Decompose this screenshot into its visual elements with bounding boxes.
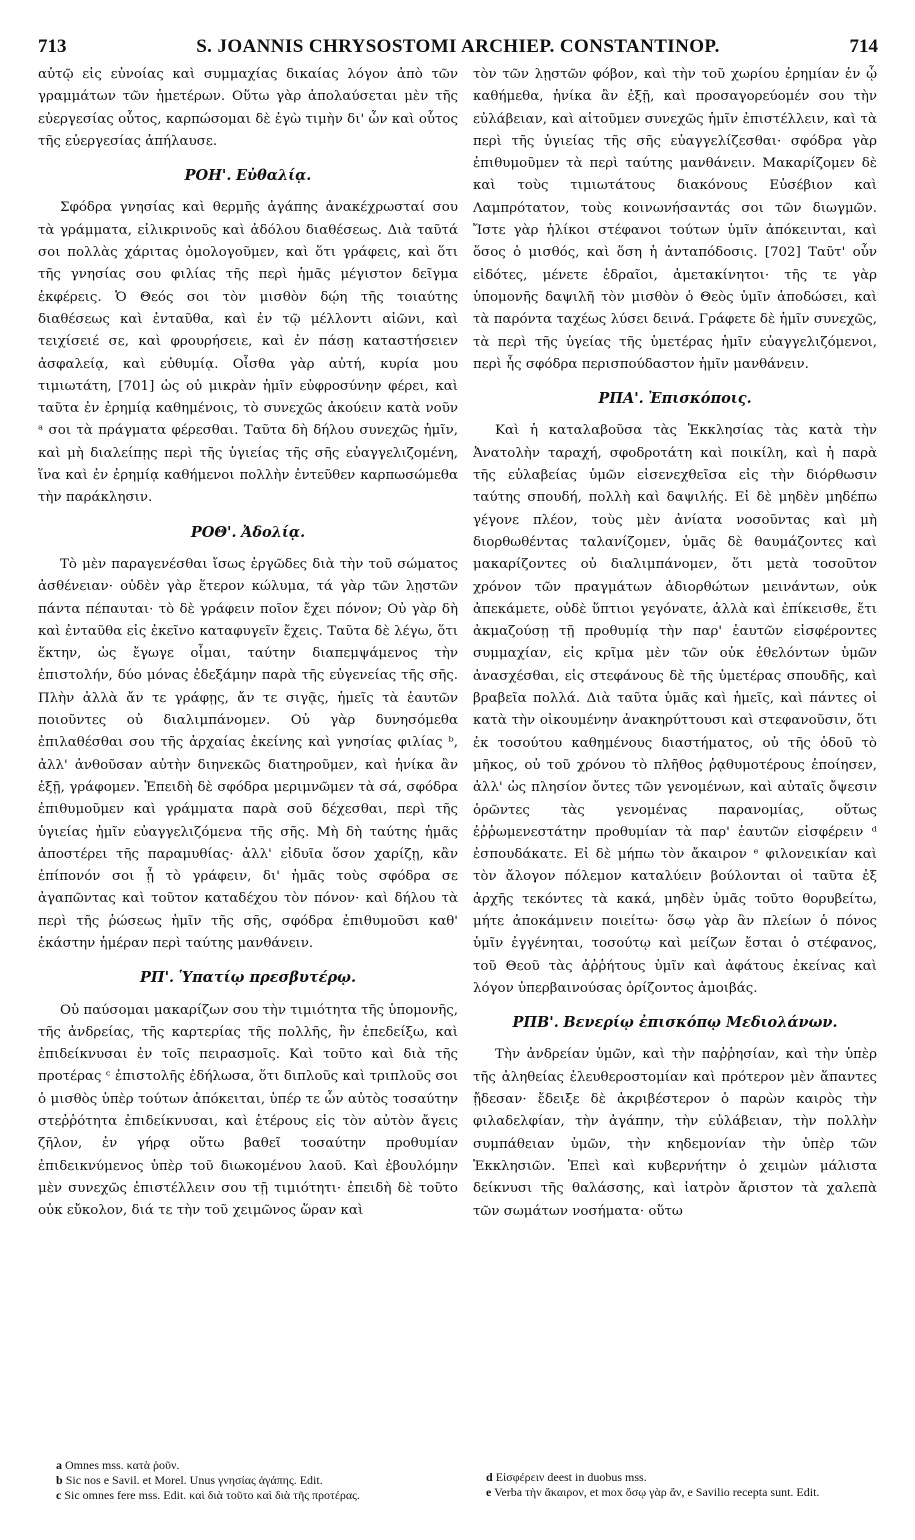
footnote-text: Εἰσφέρειν deest in duobus mss. <box>495 1470 647 1484</box>
footnote-label: e <box>486 1485 492 1499</box>
continued-paragraph: αὐτῷ εἰς εὐνοίας καὶ συμμαχίας δικαίας λόγον ἀπὸ τῶν γραμμάτων τῶν ἡμετέρων. Οὕτω γὰρ ἀπολαύσεται μὲν τῆς εὐεργεσίας οὗτος, καρπώσομαι δὲ ἐγὼ τιμὴν δι' ὧν καὶ οὗτος τῆς εὐεργεσίας ἀπήλαυσε. <box>38 67 458 149</box>
footnotes-left <box>56 1458 458 1503</box>
letter-heading <box>473 388 877 410</box>
footnote-label: a <box>56 1458 62 1472</box>
letter-number: ΡΠΑ'. <box>598 390 644 408</box>
letter-recipient: Ἐπισκόποις. <box>648 390 752 408</box>
letter-number: ΡΟΘ'. <box>190 523 237 541</box>
left-column <box>38 64 458 1223</box>
right-column <box>473 64 877 1223</box>
letter-body: Τὴν ἀνδρείαν ὑμῶν, καὶ τὴν παῤῥησίαν, καὶ τὴν ὑπὲρ τῆς ἀληθείας ἐλευθεροστομίαν καὶ πρότερον μὲν ἅπαντες ᾔδεσαν· ἔδειξε δὲ ἀκριβέστερον ὁ παρὼν καιρὸς τὴν φιλαδελφίαν, τὴν ἀγάπην, τὴν εὐλάβειαν, τὴν πολλὴν συμπάθειαν ὑμῶν, τὴν κηδεμονίαν τὴν ὑπὲρ τῶν Ἐκκλησιῶν. Ἐπεὶ καὶ κυβερνήτην ὁ χειμὼν μάλιστα δείκνυσι τῆς θαλάσσης, καὶ ἰατρὸν ἄριστον τὰ χαλεπὰ τῶν σωμάτων νοσήματα· οὕτω <box>473 1047 877 1219</box>
letter-number: ΡΠΒ'. <box>512 1014 559 1032</box>
footnote-label: d <box>486 1470 493 1484</box>
letter-body: Τὸ μὲν παραγενέσθαι ἴσως ἐργῶδες διὰ τὴν τοῦ σώματος ἀσθένειαν· οὐδὲν γὰρ ἕτερον κώλυμα, τά γὰρ τῶν λῃστῶν πάντα πέπαυται· τὸ δὲ γράφειν ποῖον ἔχει πόνον; Οὐ γὰρ δὴ καὶ ἐνταῦθα εἰς ἐκεῖνο καταφυγεῖν ἔχεις. Ταῦτα δὲ λέγω, ὅτι ἕκτην, ὡς ἔγωγε οἶμαι, ταύτην διαπεμψάμενος τὴν ἐπιστολήν, δύο μόνας ἐδεξάμην παρὰ τῆς εὐγενείας τῆς σῆς. Πλὴν ἀλλὰ ἄν τε γράφῃς, ἄν τε σιγᾷς, ἡμεῖς τὰ ἑαυτῶν ποιοῦντες οὐ διαλιμπάνομεν. Οὐ γὰρ δυνησόμεθα ἐπιλαθέσθαι σου τῆς ἀρχαίας ἐκείνης καὶ γνησίας φιλίας ᵇ, ἀλλ' ἀνθοῦσαν αὐτὴν διηνεκῶς διατηροῦμεν, καὶ ἡνίκα ἂν ἐξῇ, γράφομεν. Ἐπειδὴ δὲ σφόδρα μεριμνῶμεν τὰ σά, σφόδρα ἐπιθυμοῦμεν καὶ γράμματα παρὰ σοῦ δέχεσθαι, περὶ τῆς ὑγιείας ἡμῖν εὐαγγελιζόμενα τῆς σῆς. Μὴ δὴ ταύτης ἡμᾶς ἀποστέρει τῆς παραμυθίας· ἀλλ' εἰδυῖα ὅσον χαρίζῃ, κἂν ἐπίπονόν σοι ᾖ τὸ γράφειν, δι' ἡμᾶς τοὺς σφόδρα σε ἀγαπῶντας καὶ τοῦτον καταδέχου τὸν πόνον· καὶ δήλου τὰ περὶ τῆς ῥώσεως ἡμῖν τῆς σῆς, σφόδρα ἐπιθυμοῦσι καθ' ἑκάστην ἡμέραν περὶ ταύτης μανθάνειν. <box>38 556 458 951</box>
footnote <box>56 1458 458 1473</box>
page-number-right: 714 <box>849 36 878 57</box>
continued-paragraph: τὸν τῶν λῃστῶν φόβον, καὶ τὴν τοῦ χωρίου ἐρημίαν ἐν ᾧ καθήμεθα, ἡνίκα ἂν ἐξῇ, καὶ προσαγορεύομέν σου τὴν εὐλάβειαν, καὶ αἰτοῦμεν συνεχῶς ἡμῖν ἐπιστέλλειν, καὶ τὰ περὶ τῆς ὑγιείας τῆς σῆς εὐαγγελίζεσθαι· σφόδρα γὰρ ἐπιθυμοῦμεν τὰ περὶ ταύτης μανθάνειν. Μακαρίζομεν δὲ καὶ τοὺς τιμιωτάτους διακόνους Εὐσέβιον καὶ Λαμπρότατον, τοὺς κοινωνήσαντάς σοι τῶν διωγμῶν. Ἴστε γὰρ ἡλίκοι στέφανοι τούτων ὑμῖν ἀπόκεινται, καὶ ὅσος ὁ μισθός, καὶ ὅση ἡ ἀνταπόδοσις. [702] Ταῦτ' οὖν εἰδότες, μένετε ἑδραῖοι, ἀμετακίνητοι· τῆς τε γὰρ ὑπομονῆς δαψιλῆ τὸν μισθὸν ὁ Θεὸς ὑμῖν ἀποδώσει, καὶ τὰ παρόντα ταχέως λύσει δεινά. Γράφετε δὲ ἡμῖν συνεχῶς, τὰ περὶ τῆς ὑγείας τῆς ὑμετέρας ἡμῖν εὐαγγελιζόμενοι, περὶ ἧς σφόδρα περισπούδαστον ἡμῖν μανθάνειν. <box>473 67 877 372</box>
letter-recipient: Βενερίῳ ἐπισκόπῳ Μεδιολάνων. <box>563 1014 838 1032</box>
letter-body: Οὐ παύσομαι μακαρίζων σου τὴν τιμιότητα τῆς ὑπομονῆς, τῆς ἀνδρείας, τῆς καρτερίας τῆς πολλῆς, ἣν ἐπεδείξω, καὶ ἐπιδείκνυσαι ἐν τοῖς πειρασμοῖς. Καὶ τοῦτο καὶ διὰ τῆς προτέρας ᶜ ἐπιστολῆς ἐδήλωσα, ὅτι διπλοῦς καὶ τριπλοῦς σοι ὁ μισθὸς ὑπὲρ τούτων ἀπόκειται, ὑπέρ τε ὧν αὐτὸς τοσαύτην στεῤῥότητα ἐπιδείκνυσαι, καὶ ἑτέρους εἰς τὸν αὐτὸν ἄγεις ζῆλον, ἐν γήρᾳ οὕτω βαθεῖ τοσαύτην προθυμίαν ἐπιδεικνύμενος ὑπὲρ τοῦ διωκομένου λαοῦ. Καὶ ἐβουλόμην μὲν συνεχῶς ἐπιστέλλειν σου τῇ τιμιότητι· ἐπειδὴ δὲ τοῦτο οὐκ εὔκολον, διά τε τὴν τοῦ χειμῶνος ὥραν καὶ <box>38 1002 458 1219</box>
letter-heading <box>38 165 458 187</box>
footnotes-right <box>486 1470 878 1500</box>
footnote <box>56 1488 458 1503</box>
letter-recipient: Ἀδολίᾳ. <box>241 523 306 541</box>
letter-body: Σφόδρα γνησίας καὶ θερμῆς ἀγάπης ἀνακέχρωσταί σου τὰ γράμματα, εἰλικρινοῦς καὶ ἀδόλου διαθέσεως. Διὰ ταῦτά σοι πολλὰς χάριτας ὁμολογοῦμεν, καὶ ὅτι γράφεις, καὶ ὅτι τῆς γνησίας σου φιλίας τῆς περὶ ἡμᾶς μέγιστον δεῖγμα ἐκφέρεις. Ὁ Θεός σοι τὸν μισθὸν δῴη τῆς τοιαύτης διαθέσεως καὶ ἐνταῦθα, καὶ ἐν τῷ μέλλοντι αἰῶνι, καὶ τειχίσειέ σε, καὶ φρουρήσειε, καὶ ἐν πάσῃ καταστήσειεν ἀσφαλείᾳ, καὶ εὐθυμίᾳ. Οἶσθα γὰρ αὐτή, κυρία μου τιμιωτάτη, [701] ὡς οὐ μικρὰν ἡμῖν εὐφροσύνην φέρει, καὶ ταῦτα ἐν ἐρημίᾳ καθημένοις, τὸ συνεχῶς ἀκούειν κατὰ νοῦν ᵃ σοι τὰ πράγματα φέρεσθαι. Ταῦτα δὴ δήλου συνεχῶς ἡμῖν, καὶ μὴ διαλείπῃς περὶ τῆς ὑγιείας τῆς σῆς εὐαγγελιζομένη, ἵνα καὶ ἐν ἐρημίᾳ καθήμενοι πολλὴν ἐντεῦθεν καρπωσώμεθα τὴν παράκλησιν. <box>38 200 458 506</box>
page-header <box>38 36 878 58</box>
letter-recipient: Εὐθαλίᾳ. <box>236 167 312 185</box>
footnote-label: b <box>56 1473 63 1487</box>
footnote-text: Sic omnes fere mss. Edit. καὶ διὰ τοῦτο καὶ διὰ τῆς προτέρας. <box>64 1488 360 1502</box>
letter-heading <box>38 967 458 989</box>
letter-recipient: Ὑπατίῳ πρεσβυτέρῳ. <box>178 969 356 987</box>
footnote <box>486 1485 878 1500</box>
page-number-left: 713 <box>38 36 67 57</box>
footnote-text: Omnes mss. κατὰ ῥοῦν. <box>65 1458 180 1472</box>
footnote-label: c <box>56 1488 62 1502</box>
letter-number: ΡΟΗ'. <box>184 167 232 185</box>
letter-heading <box>473 1012 877 1034</box>
footnote <box>56 1473 458 1488</box>
letter-body: Καὶ ἡ καταλαβοῦσα τὰς Ἐκκλησίας τὰς κατὰ τὴν Ἀνατολὴν ταραχή, σφοδροτάτη καὶ ποικίλη, καὶ ἡ παρὰ τῆς εὐλαβείας ὑμῶν εἰσενεχθεῖσα εἰς τὴν διόρθωσιν ταύτης σπουδή, πολλὴ καὶ δαψιλής. Εἰ δὲ μηδὲν μηδέπω γέγονε πλέον, τοὺς μὲν ἀνίατα νοσοῦντας καὶ μὴ διορθωθέντας ταλανίζομεν, ὑμᾶς δὲ θαυμάζοντες καὶ μακαρίζοντες οὐ διαλιμπάνομεν, ὅτι μετὰ τοσοῦτον χρόνον τῶν πραγμάτων ἀδιορθώτων μεινάντων, οὐκ ἀπεκάμετε, οὐδὲ ὕπτιοι γεγόνατε, ἀλλὰ καὶ ἐπίκεισθε, ἔτι ἀκμαζούσῃ τῇ προθυμίᾳ τὴν παρ' ἑαυτῶν εἰσφέροντες συμμαχίαν, εἰς κρῖμα μὲν τῶν οὐκ ἐθελόντων ὑμῶν ἀνασχέσθαι, εἰς στεφάνους δὲ τῆς ὑμετέρας σπουδῆς, καὶ βραβεῖα πολλά. Διὰ ταῦτα ὑμᾶς καὶ ἡμεῖς, καὶ πάντες οἱ κατὰ τὴν οἰκουμένην ἀνακηρύττουσι καὶ στεφανοῦσιν, ὅτι ἐκ τοσούτου καθημένους διαστήματος, οὐ τῆς ὁδοῦ τὸ μῆκος, οὐ τοῦ χρόνου τὸ πλῆθος ῥᾳθυμοτέρους ἐποίησεν, ἀλλ' ὡς πλησίον ὄντες τῶν γενομένων, καὶ αὐταῖς ὄψεσιν ὁρῶντες τὰς γενομένας παρανομίας, οὕτως ἐῤῥωμενεστάτην προθυμίαν τὰ παρ' ἑαυτῶν εἰσφέρειν ᵈ ἐσπουδάκατε. Εἰ δὲ μήπω τὸν ἄκαιρον ᵉ φιλονεικίαν καὶ τὸν ἄλογον πόλεμον καταλύειν βούλονται οἱ ταῦτα ἐξ ἀρχῆς τεκόντες τὰ κακά, μηδὲν ὑμᾶς τοῦτο θορυβείτω, μήτε ἀποκάμνειν ποιείτω· ὅσῳ γὰρ ἂν πλείων ὁ πόνος ὑμῖν ἐγγένηται, τοσούτῳ καὶ μείζων ἔσται ὁ στέφανος, τοῦ Θεοῦ τὰς ἀῤῥήτους ὑμῖν καὶ ἀφάτους ἐκείνας καὶ λόγον ὑπερβαινούσας ὁρίζοντος ἀμοιβάς. <box>473 423 877 996</box>
running-title: S. JOANNIS CHRYSOSTOMI ARCHIEP. CONSTANTINOP. <box>196 36 720 57</box>
footnote-text: Sic nos e Savil. et Morel. Unus γνησίας ἀγάπης. Edit. <box>65 1473 323 1487</box>
letter-heading <box>38 522 458 544</box>
footnote-text: Verba τὴν ἄκαιρον, et mox ὅσῳ γὰρ ἄν, e Savilio recepta sunt. Edit. <box>494 1485 820 1499</box>
footnote <box>486 1470 878 1485</box>
letter-number: ΡΠ'. <box>140 969 175 987</box>
